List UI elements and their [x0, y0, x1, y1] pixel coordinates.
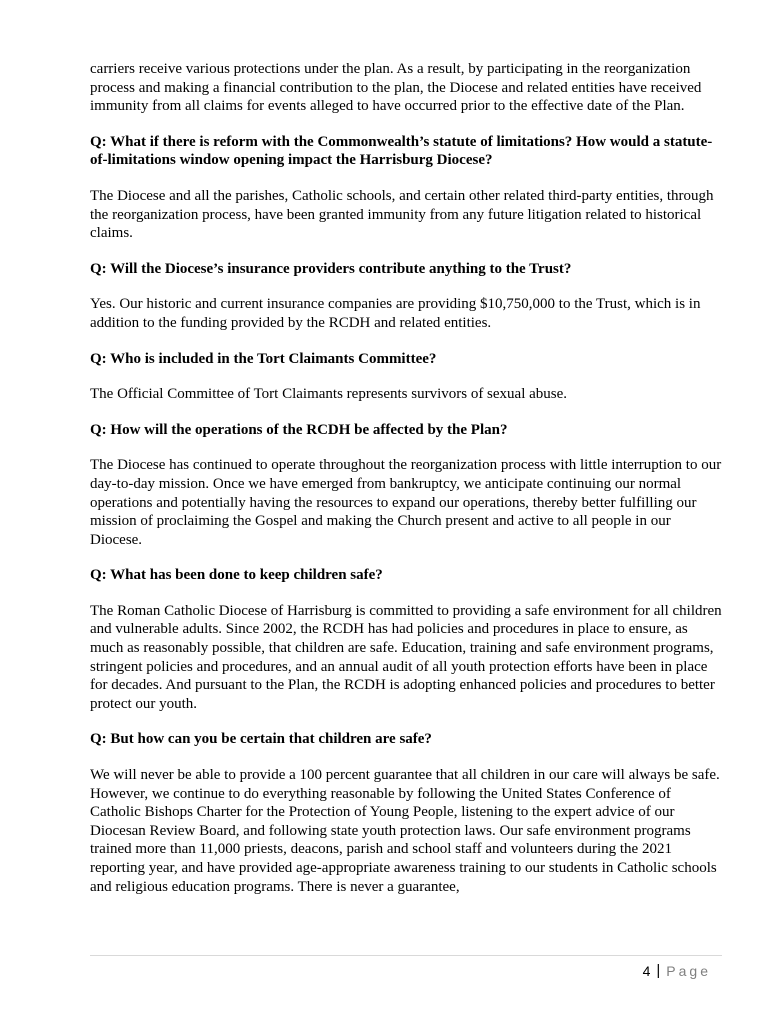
answer-paragraph: We will never be able to provide a 100 percent guarantee that all children in our care will always be safe. However, we continue to do everything reasonable by following the United States Conference of Catholic Bishops Charter for the Protection of Young People, listening to the expert advice of our Diocesan Review Board, and following state youth protection laws. Our safe environment programs trained more than 11,000 priests, deacons, parish and school staff and volunteers during the 2021 reporting year, and have provided age-appropriate awareness training to our students in Catholic schools and religious education programs. There is never a guarantee,: [90, 767, 720, 895]
page-label: Page: [666, 962, 711, 979]
footer-divider: [90, 955, 722, 956]
page-number: 4: [642, 962, 651, 979]
answer-paragraph: The Diocese has continued to operate throughout the reorganization process with little interruption to our day-to-day mission. Once we have emerged from bankruptcy, we anticipate continuing our normal operations and potentially having the resources to expand our operations, thereby better fulfilling our mission of proclaiming the Gospel and making the Church present and active to all people in our Diocese.: [90, 457, 722, 548]
question-heading: Q: But how can you be certain that children are safe?: [90, 731, 432, 748]
page-footer: [643, 962, 711, 979]
document-body: [90, 60, 722, 896]
question-heading: Q: What has been done to keep children safe?: [90, 567, 383, 584]
answer-paragraph: carriers receive various protections under the plan. As a result, by participating in the reorganization process and making a financial contribution to the plan, the Diocese and related entities have received immunity from all claims for events alleged to have occurred prior to the effective date of the Plan.: [90, 61, 702, 115]
footer-separator: |: [656, 962, 661, 979]
answer-paragraph: The Diocese and all the parishes, Catholic schools, and certain other related third-party entities, through the reorganization process, have been granted immunity from any future litigation related to historical claims.: [90, 187, 714, 242]
question-heading: Q: Who is included in the Tort Claimants Committee?: [90, 350, 437, 367]
answer-paragraph: The Official Committee of Tort Claimants represents survivors of sexual abuse.: [90, 386, 568, 403]
question-heading: Q: Will the Diocese’s insurance providers contribute anything to the Trust?: [90, 260, 572, 277]
answer-paragraph: Yes. Our historic and current insurance companies are providing $10,750,000 to the Trust, which is in addition to the funding provided by the RCDH and related entities.: [90, 296, 701, 331]
question-heading: Q: What if there is reform with the Commonwealth’s statute of limitations? How would a statute-of-limitations window opening impact the Harrisburg Diocese?: [90, 133, 713, 169]
question-heading: Q: How will the operations of the RCDH be affected by the Plan?: [90, 421, 508, 438]
answer-paragraph: The Roman Catholic Diocese of Harrisburg is committed to providing a safe environment for all children and vulnerable adults. Since 2002, the RCDH has had policies and procedures in place to ensure, as much as reasonably possible, that children are safe. Education, training and safe environment programs, stringent policies and procedures, and an annual audit of all youth protection efforts have been in place for decades. And pursuant to the Plan, the RCDH is adopting enhanced policies and procedures to better protect our youth.: [90, 602, 722, 712]
